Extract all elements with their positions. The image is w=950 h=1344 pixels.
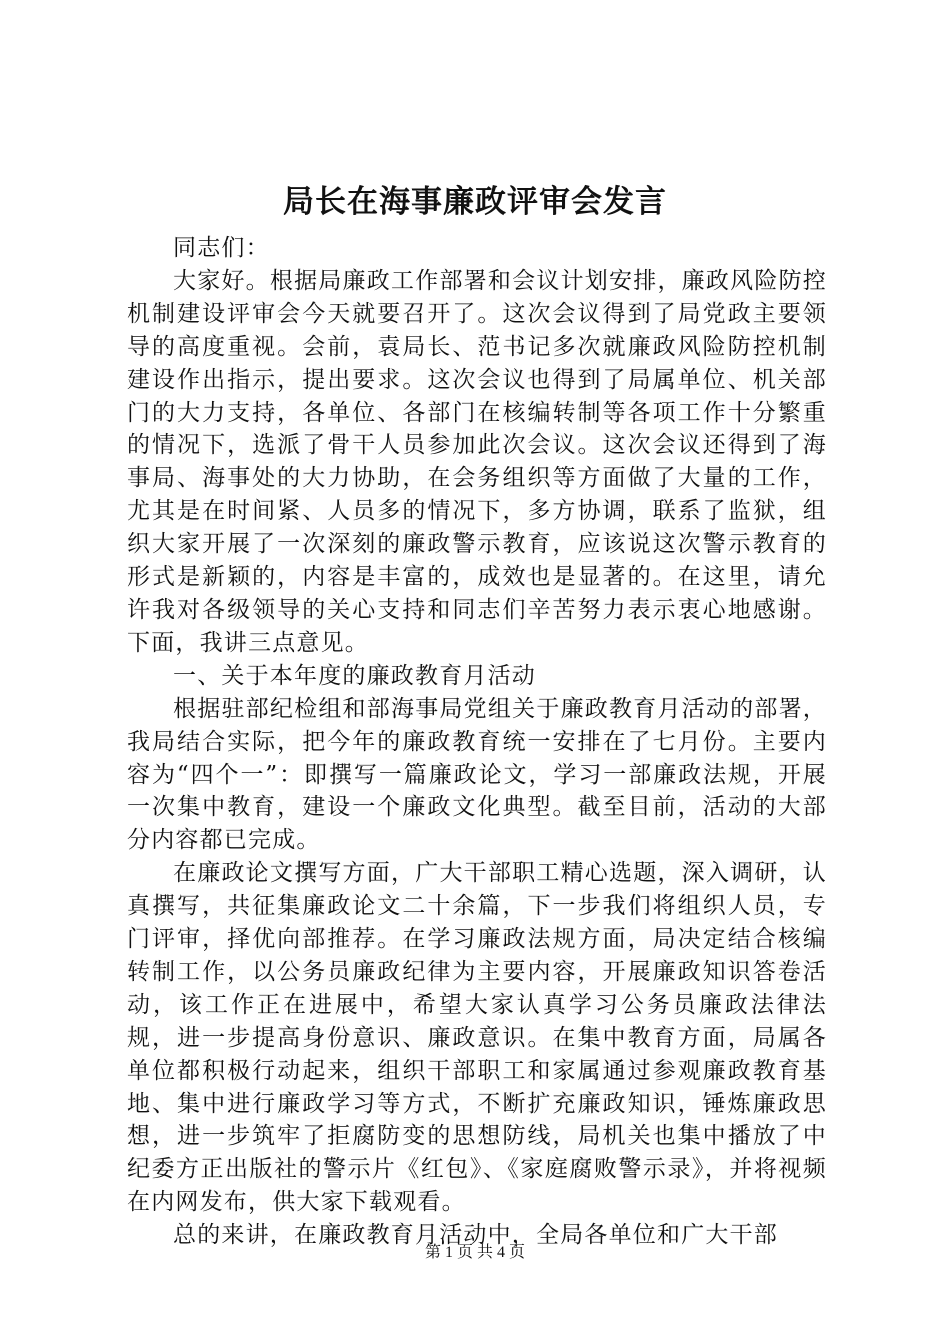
document-body xyxy=(127,232,827,1252)
paragraph-intro: 大家好。根据局廉政工作部署和会议计划安排，廉政风险防控机制建设评审会今天就要召开了。这次会议得到了局党政主要领导的高度重视。会前，袁局长、范书记多次就廉政风险防控机制建设作出指示，提出要求。这次会议也得到了局属单位、机关部门的大力支持，各单位、各部门在核编转制等各项工作十分繁重的情况下，选派了骨干人员参加此次会议。这次会议还得到了海事局、海事处的大力协助，在会务组织等方面做了大量的工作，尤其是在时间紧、人员多的情况下，多方协调，联系了监狱，组织大家开展了一次深刻的廉政警示教育，应该说这次警示教育的形式是新颖的，内容是丰富的，成效也是显著的。在这里，请允许我对各级领导的关心支持和同志们辛苦努力表示衷心地感谢。下面，我讲三点意见。 xyxy=(127,267,827,656)
document-title: 局长在海事廉政评审会发言 xyxy=(283,184,667,220)
paragraph-summary-start: 总的来讲，在廉政教育月活动中，全局各单位和广大干部 xyxy=(173,1222,778,1249)
section-heading-1: 一、关于本年度的廉政教育月活动 xyxy=(173,662,536,689)
page-number-footer: 第 1 页 共 4 页 xyxy=(424,1244,525,1261)
paragraph-activity-details: 在廉政论文撰写方面，广大干部职工精心选题，深入调研，认真撰写，共征集廉政论文二十余篇，下一步我们将组织人员，专门评审，择优向部推荐。在学习廉政法规方面，局决定结合核编转制工作，以公务员廉政纪律为主要内容，开展廉政知识答卷活动，该工作正在进展中，希望大家认真学习公务员廉政法律法规，进一步提高身份意识、廉政意识。在集中教育方面，局属各单位都积极行动起来，组织干部职工和家属通过参观廉政教育基地、集中进行廉政学习等方式，不断扩充廉政知识，锤炼廉政思想，进一步筑牢了拒腐防变的思想防线，局机关也集中播放了中纪委方正出版社的警示片《红包》、《家庭腐败警示录》，并将视频在内网发布，供大家下载观看。 xyxy=(127,860,827,1216)
salutation: 同志们： xyxy=(173,235,270,261)
paragraph-activity-overview: 根据驻部纪检组和部海事局党组关于廉政教育月活动的部署，我局结合实际，把今年的廉政教育统一安排在了七月份。主要内容为“四个一”：即撰写一篇廉政论文，学习一部廉政法规，开展一次集中教育，建设一个廉政文化典型。截至目前，活动的大部分内容都已完成。 xyxy=(127,695,827,854)
